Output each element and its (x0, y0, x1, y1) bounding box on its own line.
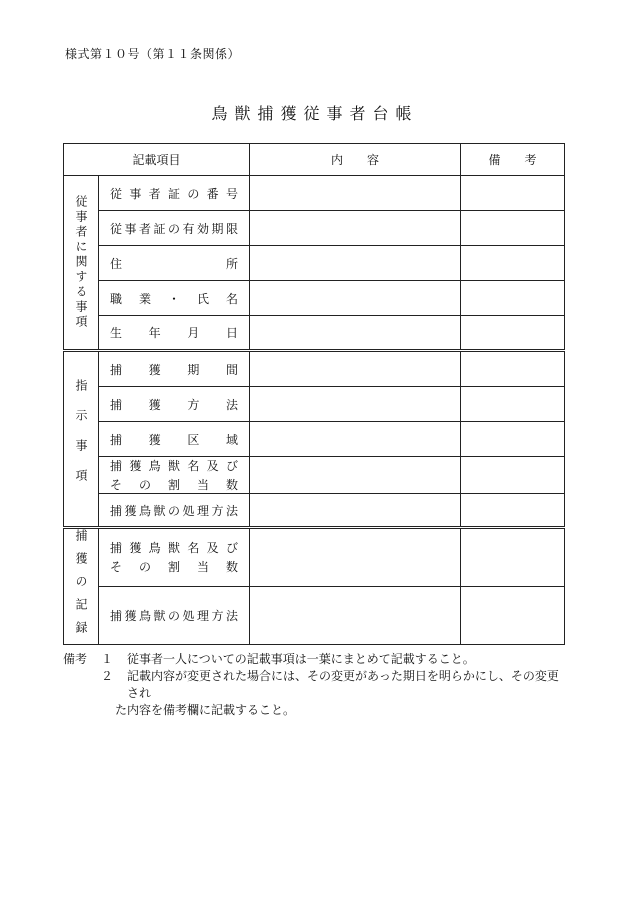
item-label-cell (99, 211, 250, 246)
notes-heading-spacer (63, 668, 101, 702)
content-cell[interactable] (250, 494, 461, 528)
note-text: 記載内容が変更された場合には、その変更があった期日を明らかにし、その変更され (127, 669, 559, 700)
remarks-cell[interactable] (461, 422, 565, 457)
remarks-cell[interactable] (461, 281, 565, 316)
item-label-cell (99, 422, 250, 457)
content-cell[interactable] (250, 316, 461, 351)
item-label-cell (99, 246, 250, 281)
item-label: 捕 獲 区 域 (110, 432, 238, 447)
content-cell[interactable] (250, 528, 461, 587)
item-label-stack (110, 457, 238, 493)
note-number: ２ (101, 669, 114, 683)
table-row (64, 528, 565, 587)
content-cell[interactable] (250, 281, 461, 316)
remarks-cell[interactable] (461, 211, 565, 246)
section-label: 捕獲の記録 (74, 529, 88, 644)
header-row (64, 144, 565, 176)
section-label-cell (64, 176, 99, 351)
item-label: 捕 獲 鳥 獣 の 処 理 方 法 (110, 503, 239, 518)
ledger-table (63, 143, 565, 645)
table-row (64, 316, 565, 351)
content-cell[interactable] (250, 387, 461, 422)
table-row (64, 211, 565, 246)
item-label: 従 事 者 証 の 番 号 (110, 186, 238, 201)
column-header-content: 内 容 (250, 144, 461, 176)
table-row (64, 351, 565, 387)
item-label-line2: そ の 割 当 数 (110, 478, 239, 492)
item-label-line2: そ の 割 当 数 (110, 560, 239, 575)
item-label-cell (99, 316, 250, 351)
note-row (63, 651, 568, 668)
item-label-cell (99, 457, 250, 494)
remarks-cell[interactable] (461, 457, 565, 494)
table-row (64, 176, 565, 211)
note-row (63, 668, 568, 702)
content-cell[interactable] (250, 351, 461, 387)
content-cell[interactable] (250, 457, 461, 494)
item-label: 捕 獲 方 法 (110, 397, 238, 412)
item-label-stack (110, 539, 238, 575)
remarks-cell[interactable] (461, 246, 565, 281)
content-cell[interactable] (250, 246, 461, 281)
item-label-cell (99, 528, 250, 587)
notes-heading: 備考 (63, 652, 88, 666)
item-label: 住 所 (110, 256, 239, 271)
section-label: 指示事項 (74, 379, 88, 499)
item-label: 従 事 者 証 の 有 効 期 限 (110, 221, 239, 236)
section-label-cell (64, 528, 99, 645)
item-label-line1: 捕 獲 鳥 獣 名 及 び (110, 541, 238, 556)
item-label: 職 業 ・ 氏 名 (110, 291, 239, 306)
remarks-cell[interactable] (461, 316, 565, 351)
item-label-cell (99, 586, 250, 645)
table-row (64, 457, 565, 494)
content-cell[interactable] (250, 176, 461, 211)
content-cell[interactable] (250, 422, 461, 457)
column-header-item: 記載項目 (64, 144, 250, 176)
item-label: 捕 獲 鳥 獣 の 処 理 方 法 (110, 608, 239, 623)
item-label: 生 年 月 日 (110, 326, 238, 340)
remarks-cell[interactable] (461, 351, 565, 387)
section-label: 従事者に関する事項 (74, 195, 88, 330)
item-label-cell (99, 176, 250, 211)
remarks-cell[interactable] (461, 586, 565, 645)
table-row (64, 494, 565, 528)
section-label-cell (64, 351, 99, 528)
page-title: 鳥獣捕獲従事者台帳 (211, 104, 419, 123)
item-label-cell (99, 281, 250, 316)
content-cell[interactable] (250, 586, 461, 645)
table-row (64, 387, 565, 422)
table-row (64, 281, 565, 316)
remarks-cell[interactable] (461, 528, 565, 587)
note-continuation: た内容を備考欄に記載すること。 (115, 703, 296, 717)
notes-section (63, 651, 568, 719)
note-text: 従事者一人についての記載事項は一葉にまとめて記載すること。 (127, 652, 475, 666)
form-number: 様式第１０号（第１１条関係） (65, 47, 241, 61)
item-label-cell (99, 351, 250, 387)
table-row (64, 586, 565, 645)
item-label-cell (99, 387, 250, 422)
remarks-cell[interactable] (461, 387, 565, 422)
column-header-remarks: 備 考 (461, 144, 565, 176)
item-label-cell (99, 494, 250, 528)
item-label: 捕 獲 期 間 (110, 362, 238, 377)
note-number: １ (101, 652, 114, 666)
remarks-cell[interactable] (461, 176, 565, 211)
item-label-line1: 捕 獲 鳥 獣 名 及 び (110, 459, 238, 473)
table-row (64, 246, 565, 281)
content-cell[interactable] (250, 211, 461, 246)
remarks-cell[interactable] (461, 494, 565, 528)
table-row (64, 422, 565, 457)
